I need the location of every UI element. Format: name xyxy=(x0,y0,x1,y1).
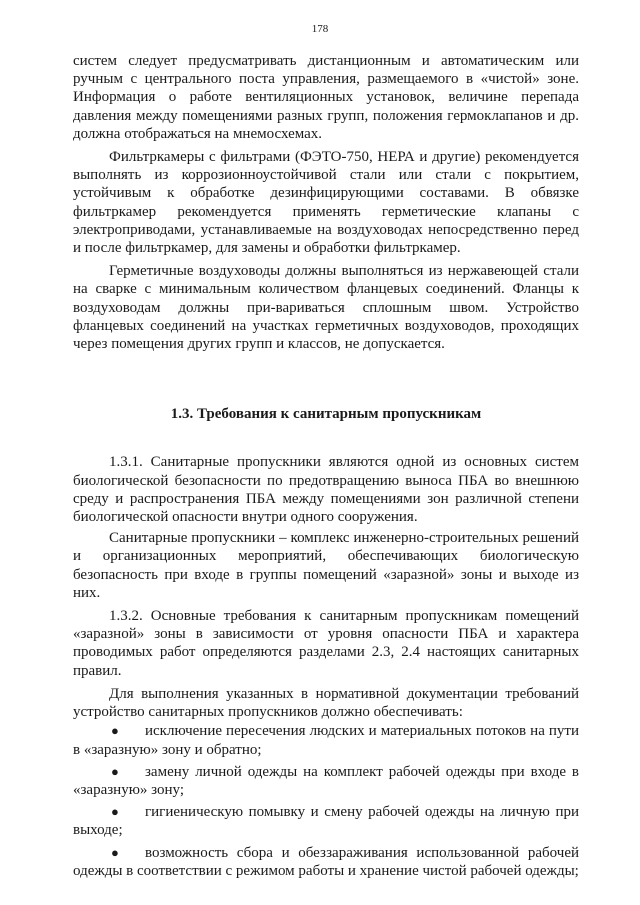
paragraph-air-ducts: Герметичные воздуховоды должны выполняться из нержавеющей стали на сварке с минимальным количеством фланцевых соединений. Фланцы к воздуховодам должны при-вариваться сплошным швом. Устройство фланцевых соединений на участках герметичных воздуховодов, проходящих через помещения других групп и классов, не допускается. xyxy=(73,263,579,353)
paragraph-1-3-2: 1.3.2. Основные требования к санитарным пропускникам помещений «заразной» зоны в зависимости от уровня опасности ПБА и характера проводимых работ определяются разделами 2.3, 2.4 настоящих санитарных правил. xyxy=(73,608,579,679)
bullet-icon: ● xyxy=(111,844,119,860)
list-item-text: гигиеническую помывку и смену рабочей одежды на личную при выходе; xyxy=(73,804,579,839)
document-body xyxy=(73,52,579,884)
paragraph-ventilation-control: систем следует предусматривать дистанционным и автоматическим или ручным с центрального поста управления, размещаемого в «чистой» зоне. Информация о работе вентиляционных установок, величине перепада давления между помещениями разных групп, положения гермоклапанов и др. должна отображаться на мнемосхемах. xyxy=(73,53,579,142)
paragraph-requirements-intro: Для выполнения указанных в нормативной документации требований устройство санитарных пропускников должно обеспечивать: xyxy=(73,685,579,721)
paragraph-1-3-1: 1.3.1. Санитарные пропускники являются одной из основных систем биологической безопасности по предотвращению выноса ПБА во внешнюю среду и распространения ПБА между помещениями зон различной степени биологической опасности внутри одного сооружения. xyxy=(73,454,579,526)
bullet-icon: ● xyxy=(111,804,119,820)
bullet-icon: ● xyxy=(111,723,119,739)
list-item-text: возможность сбора и обеззараживания использованной рабочей одежды в соответствии с режимом работы и хранение чистой рабочей одежды; xyxy=(73,844,579,879)
requirements-list xyxy=(73,722,579,880)
list-item-text: исключение пересечения людских и материальных потоков на пути в «заразную» зону и обратно; xyxy=(73,723,579,758)
list-item xyxy=(73,803,579,839)
bullet-icon: ● xyxy=(111,763,119,779)
paragraph-filter-chambers: Фильтркамеры с фильтрами (ФЭТО-750, НЕРА и другие) рекомендуется выполнять из коррозионноустойчивой стали или стали с покрытием, устойчивым к обработке дезинфицирующими составами. В обвязке фильтркамер рекомендуется применять герметические клапаны с электроприводами, устанавливаемые на воздуховодах непосредственно перед и после фильтркамер, для замены и обработки фильтркамер. xyxy=(73,149,579,257)
list-item xyxy=(73,722,579,758)
section-heading: 1.3. Требования к санитарным пропускникам xyxy=(170,406,482,423)
list-item xyxy=(73,763,579,799)
paragraph-sanitary-definition: Санитарные пропускники – комплекс инженерно-строительных решений и организационных мероприятий, обеспечивающих биологическую безопасность при входе в группы помещений «заразной» зоны и выходе из них. xyxy=(73,530,579,601)
list-item xyxy=(73,844,579,880)
list-item-text: замену личной одежды на комплект рабочей одежды при входе в «заразную» зону; xyxy=(73,763,579,798)
page-number: 178 xyxy=(311,23,329,35)
